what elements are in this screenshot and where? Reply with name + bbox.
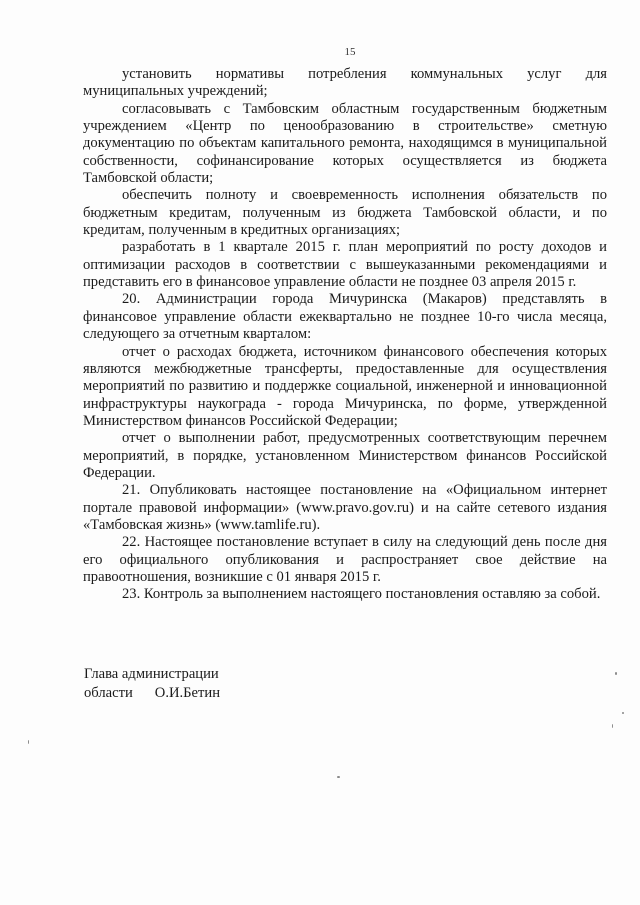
signature-title-area: области: [84, 685, 133, 701]
paragraph-report-expenses: отчет о расходах бюджета, источником финансового обеспечения которых являются межбюджетные трансферты, предоставленные для осуществления мероприятий по развитию и поддержке социальной, инженерной и инновационной инфраструктуры наукограда - города Мичуринска, по форме, утвержденной Министерством финансов Российской Федерации;: [83, 343, 607, 429]
scan-speck: [612, 724, 613, 728]
signature-block: [84, 665, 220, 703]
scan-speck: [615, 672, 617, 675]
scan-speck: [28, 740, 29, 744]
scan-speck: [622, 712, 624, 714]
paragraph-23: 23. Контроль за выполнением настоящего постановления оставляю за собой.: [122, 586, 601, 603]
signature-name: О.И.Бетин: [154, 685, 221, 701]
document-body: [83, 66, 607, 604]
page-number: 15: [344, 46, 356, 58]
signature-title-line1: Глава администрации: [84, 666, 219, 682]
paragraph-22: 22. Настоящее постановление вступает в силу на следующий день после дня его официального опубликования и распространяет свое действие на правоотношения, возникшие с 01 января 2015 г.: [83, 534, 607, 585]
paragraph-report-works: отчет о выполнении работ, предусмотренных соответствующим перечнем мероприятий, в порядке, установленном Министерством финансов Российской Федерации.: [83, 430, 607, 481]
signature-title-line2: [84, 684, 220, 703]
paragraph-21: 21. Опубликовать настоящее постановление на «Официальном интернет портале правовой информации» (www.pravo.gov.ru) и на сайте сетевого издания «Тамбовская жизнь» (www.tamlife.ru).: [83, 482, 607, 533]
scan-speck: [337, 776, 340, 778]
paragraph-3: обеспечить полноту и своевременность исполнения обязательств по бюджетным кредитам, полученным из бюджета Тамбовской области, и по кредитам, полученным в кредитных организациях;: [83, 187, 607, 239]
paragraph-2: согласовывать с Тамбовским областным государственным бюджетным учреждением «Центр по ценообразованию в строительстве» сметную документацию по объектам капитального ремонта, находящимся в муниципальной собственности, софинансирование которых осуществляется из бюджета Тамбовской области;: [83, 100, 607, 187]
paragraph-1: установить нормативы потребления коммунальных услуг для муниципальных учреждений;: [83, 66, 607, 100]
paragraph-20: 20. Администрации города Мичуринска (Макаров) представлять в финансовое управление области ежеквартально не позднее 10-го числа месяца, следующего за отчетным кварталом:: [83, 291, 607, 343]
paragraph-4: разработать в 1 квартале 2015 г. план мероприятий по росту доходов и оптимизации расходов в соответствии с вышеуказанными рекомендациями и представить его в финансовое управление области не позднее 03 апреля 2015 г.: [83, 239, 607, 291]
